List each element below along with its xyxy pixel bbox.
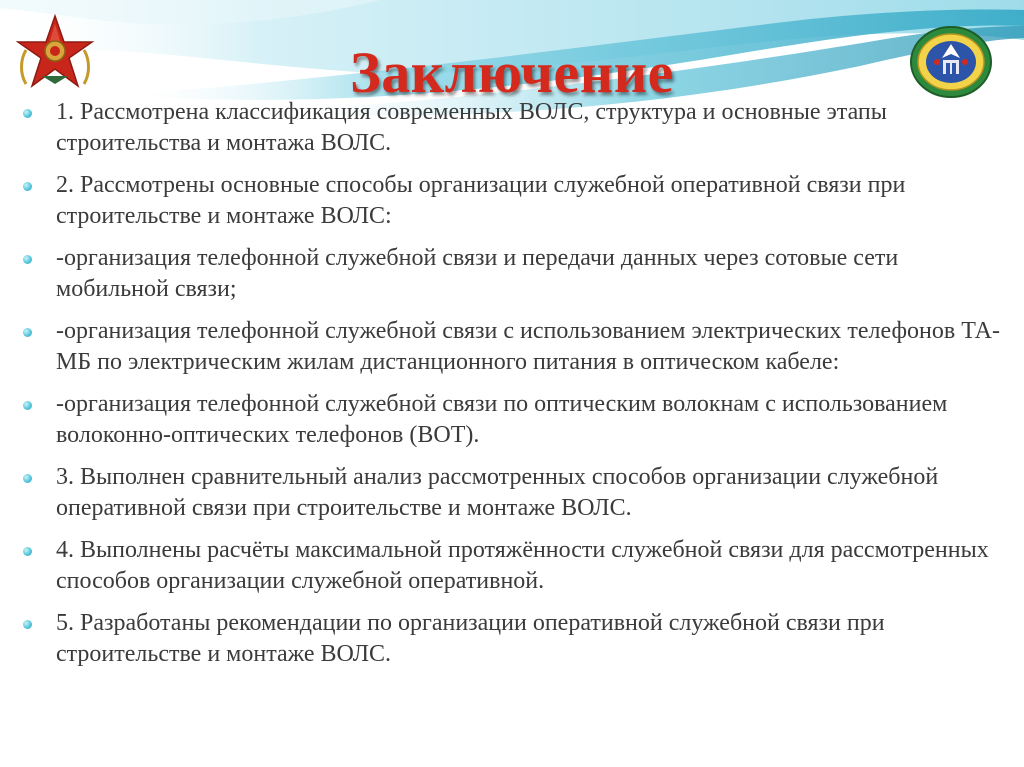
page-title: Заключение [350, 40, 674, 105]
round-bullet-icon [23, 547, 32, 556]
list-item-text: -организация телефонной служебной связи по оптическим волокнам с использованием волоконно-оптических телефонов (ВОТ). [56, 391, 948, 448]
round-bullet-icon [23, 182, 32, 191]
list-item [20, 608, 1000, 670]
round-bullet-icon [23, 401, 32, 410]
list-item-text: 4. Выполнены расчёты максимальной протяжённости служебной связи для рассмотренных способов организации служебной оперативной. [56, 537, 989, 594]
list-item [20, 535, 1000, 597]
round-bullet-icon [23, 109, 32, 118]
list-item-text: -организация телефонной служебной связи и передачи данных через сотовые сети мобильной связи; [56, 245, 899, 302]
list-item [20, 316, 1000, 378]
list-item-text: 1. Рассмотрена классификация современных ВОЛС, структура и основные этапы строительства и монтажа ВОЛС. [56, 99, 887, 156]
list-item-text: 3. Выполнен сравнительный анализ рассмотренных способов организации служебной оперативной связи при строительстве и монтаже ВОЛС. [56, 464, 939, 521]
conclusion-list [20, 97, 1000, 681]
list-item [20, 462, 1000, 524]
list-item [20, 170, 1000, 232]
round-bullet-icon [23, 474, 32, 483]
round-bullet-icon [23, 328, 32, 337]
list-item-text: 5. Разработаны рекомендации по организации оперативной служебной связи при строительстве и монтаже ВОЛС. [56, 610, 885, 667]
round-bullet-icon [23, 620, 32, 629]
list-item-text: -организация телефонной служебной связи с использованием электрических телефонов ТА-МБ по электрическим жилам дистанционного питания в оптическом кабеле: [56, 318, 1000, 375]
round-bullet-icon [23, 255, 32, 264]
list-item [20, 243, 1000, 305]
list-item [20, 97, 1000, 159]
list-item-text: 2. Рассмотрены основные способы организации служебной оперативной связи при строительстве и монтаже ВОЛС: [56, 172, 906, 229]
list-item [20, 389, 1000, 451]
